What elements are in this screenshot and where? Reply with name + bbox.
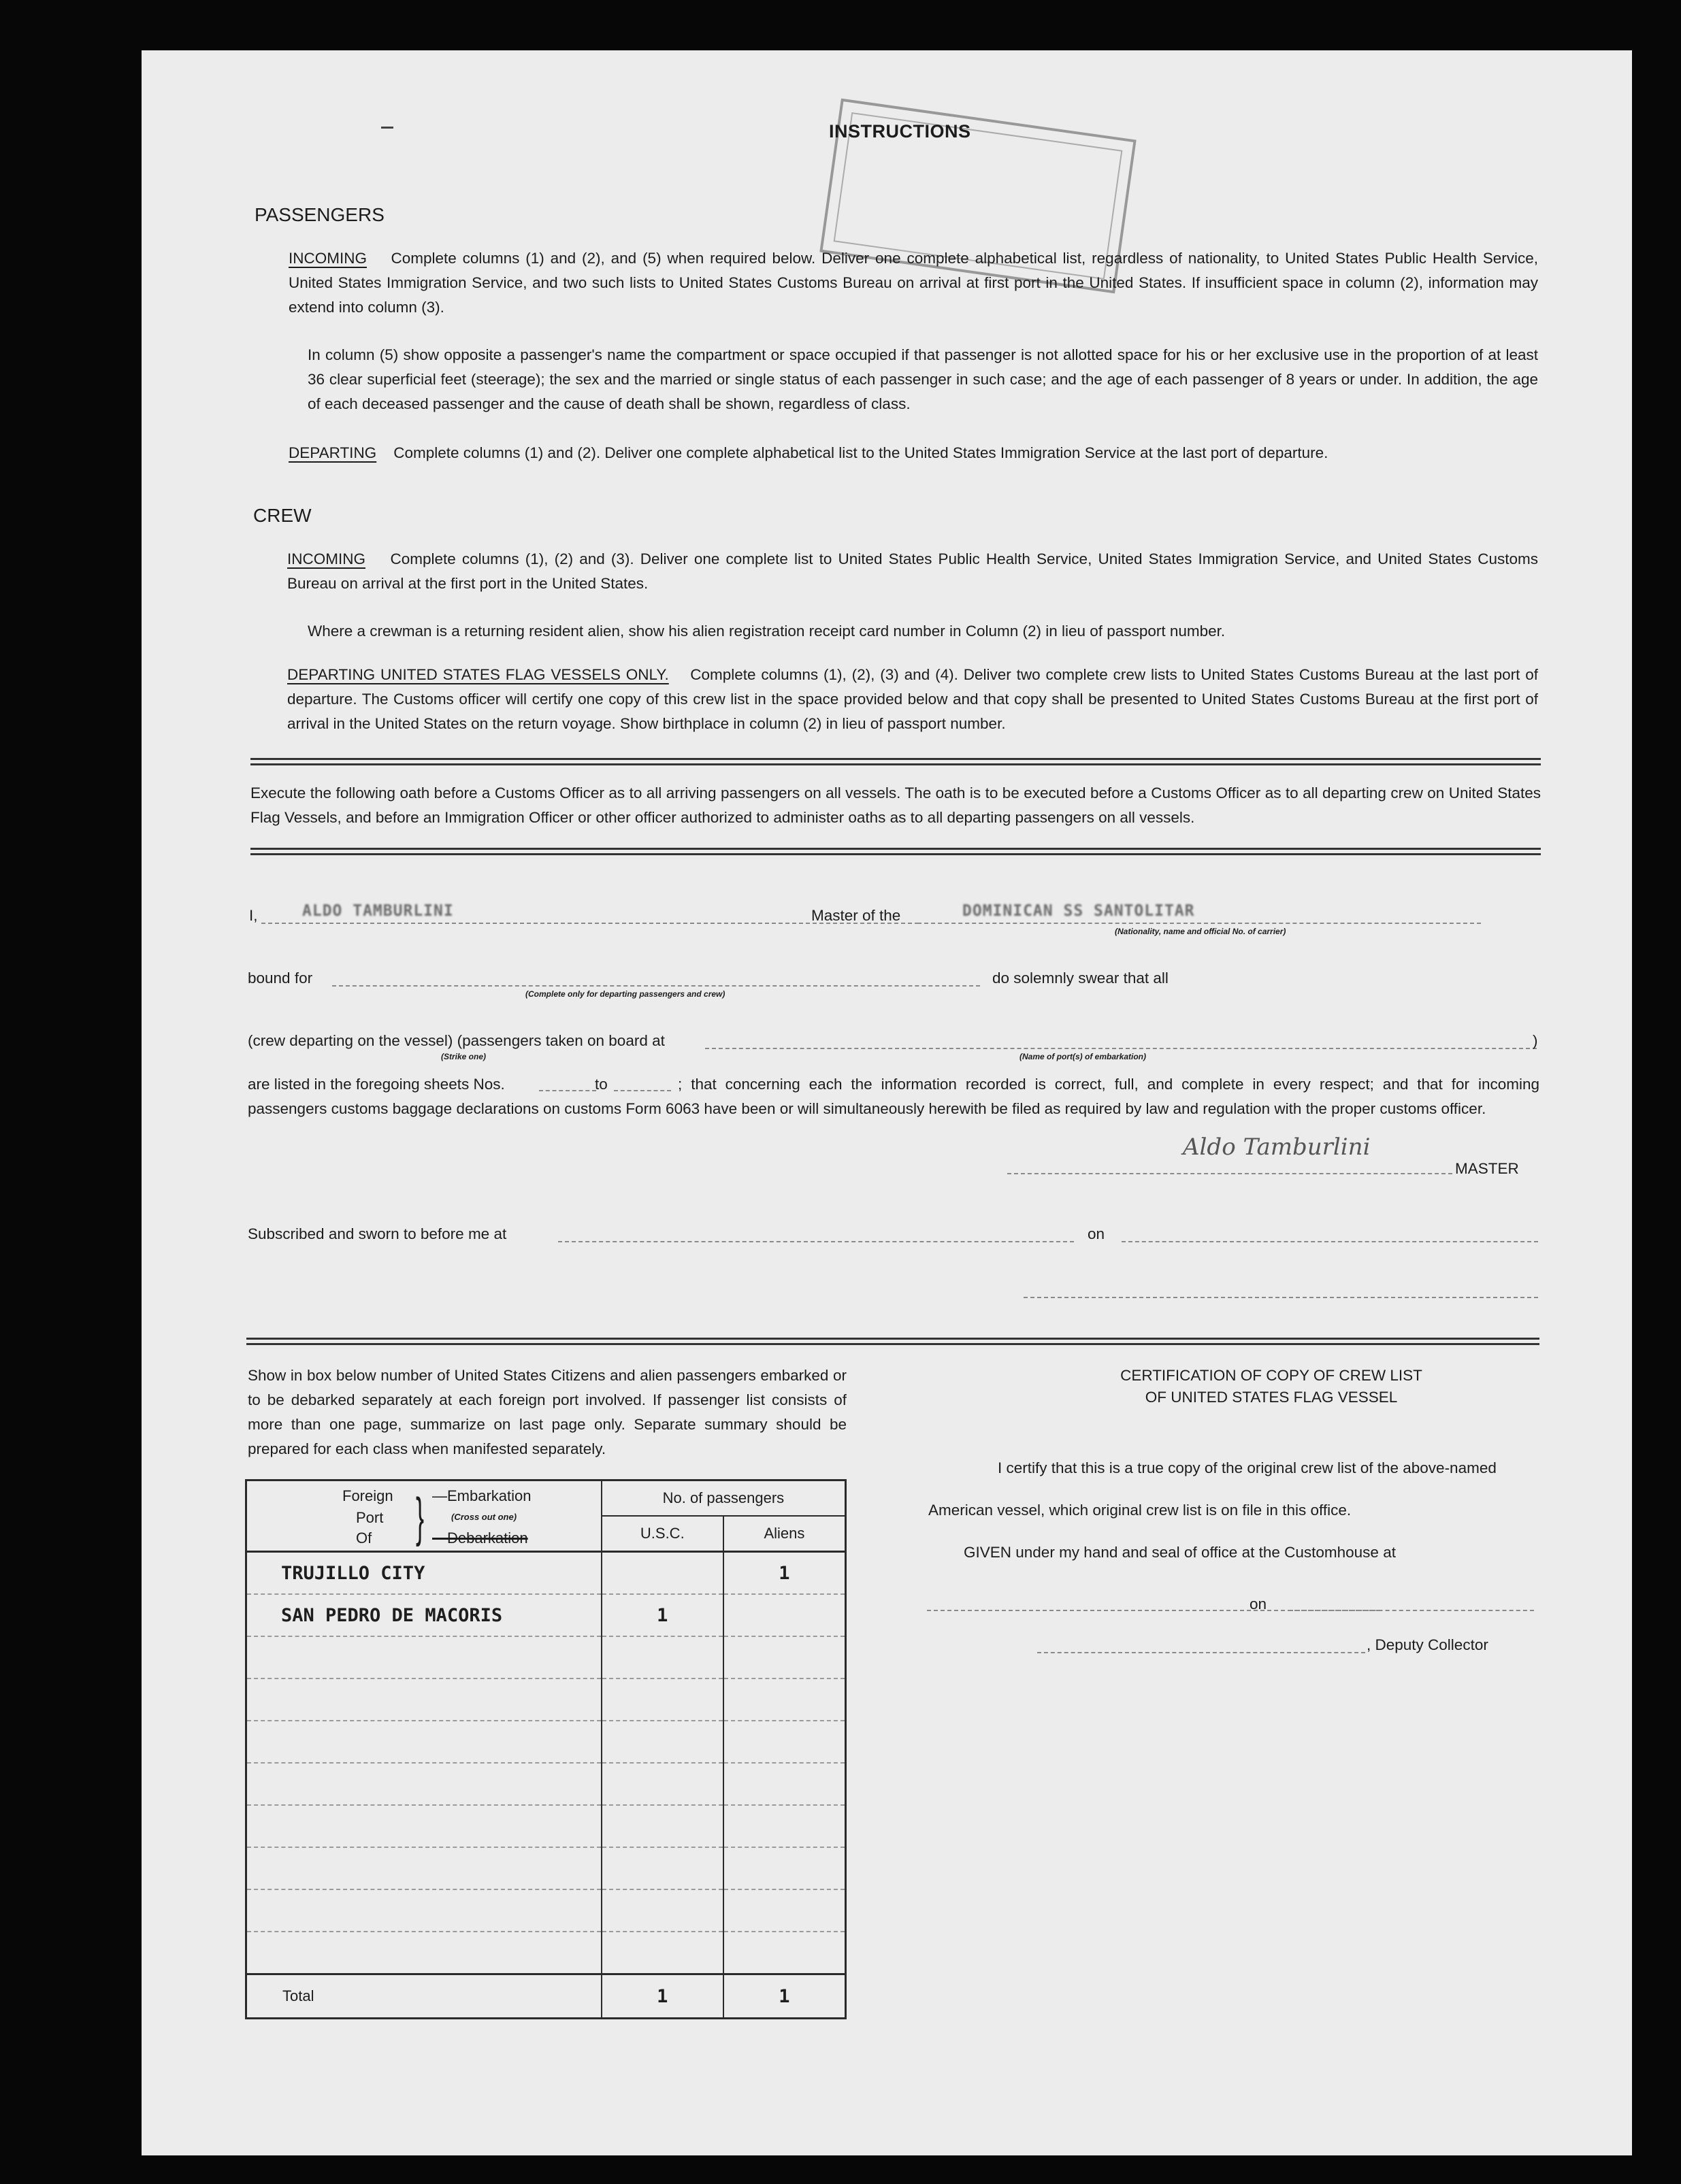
usc-cell: [602, 1847, 723, 1889]
departing-text: Complete columns (1) and (2). Deliver one complete alphabetical list to the United States Immigration Service at the last port of departure.: [393, 444, 1328, 461]
master-signature: Aldo Tamburlini: [1183, 1134, 1371, 1161]
usc-cell: [602, 1805, 723, 1847]
port-cell: SAN PEDRO DE MACORIS: [246, 1594, 602, 1636]
master-of-label: Master of the: [811, 907, 901, 924]
bound-for-line: [332, 985, 980, 987]
aliens-cell: 1: [723, 1552, 846, 1595]
usc-cell: [602, 1721, 723, 1763]
master-label: MASTER: [1455, 1160, 1519, 1177]
certify-line-2: American vessel, which original crew list is on file in this office.: [928, 1502, 1352, 1519]
table-row: [246, 1636, 846, 1678]
vessel-caption: (Nationality, name and official No. of carrier): [1115, 927, 1286, 936]
crew-departing-text: Complete columns (1), (2), (3) and (4). Deliver two complete crew lists to United States Customs Bureau at the last port of departure. The Customs officer will certify one copy of this crew list in the space provided below and that copy shall be presented to United States Customs Bureau at the first port of arrival in the United States on the return voyage. Show birthplace in column (2) in lieu of passport number.: [287, 666, 1538, 732]
departing-label: DEPARTING: [289, 444, 377, 461]
deputy-collector-label: , Deputy Collector: [1367, 1636, 1488, 1653]
total-aliens: 1: [723, 1974, 846, 2019]
to-label: to: [595, 1076, 608, 1093]
embarkation-label: —Embarkation: [432, 1487, 532, 1504]
crew-departing-choice: (crew departing on the vessel) (passengers taken on board at: [248, 1032, 665, 1049]
crew-departing-label: DEPARTING UNITED STATES FLAG VESSELS ONLY.: [287, 666, 669, 683]
subscribed-place-line: [558, 1241, 1074, 1242]
aliens-cell: [723, 1805, 846, 1847]
divider: [246, 1338, 1539, 1345]
aliens-cell: [723, 1763, 846, 1805]
crew-alien-paragraph: Where a crewman is a returning resident alien, show his alien registration receipt card number in Column (2) in lieu of passport number.: [308, 623, 1226, 640]
usc-cell: 1: [602, 1594, 723, 1636]
debarkation-label: —Debarkation: [432, 1529, 528, 1546]
bound-for-label: bound for: [248, 970, 313, 987]
table-row: [246, 1552, 846, 1595]
certification-title-1: CERTIFICATION OF COPY OF CREW LIST: [1120, 1367, 1422, 1384]
port-cell: [246, 1932, 602, 1974]
total-usc: 1: [602, 1974, 723, 2019]
table-row: [246, 1594, 846, 1636]
given-text: GIVEN under my hand and seal of office at the Customhouse at: [964, 1544, 1396, 1561]
vessel-line: [917, 923, 1481, 924]
strike-caption: (Strike one): [441, 1052, 487, 1061]
usc-cell: [602, 1889, 723, 1932]
table-row: [246, 1721, 846, 1763]
cert-on-label: on: [1250, 1595, 1267, 1612]
port-cell: [246, 1889, 602, 1932]
passengers-incoming-paragraph: [289, 246, 1538, 320]
passenger-summary-table: [245, 1479, 847, 2019]
usc-cell: [602, 1932, 723, 1974]
port-cell: TRUJILLO CITY: [246, 1552, 602, 1595]
close-paren: ): [1533, 1032, 1538, 1049]
crew-departing-paragraph: [287, 663, 1538, 736]
vessel-value: DOMINICAN SS SANTOLITAR: [962, 902, 1195, 920]
total-row: [246, 1974, 846, 2019]
oath-instructions: Execute the following oath before a Customs Officer as to all arriving passengers on all vessels. The oath is to be executed before a Customs Officer as to all departing crew on United States Flag Vessels, and before an Immigration Officer or other officer authorized to administer oaths as to all departing passengers on all vessels.: [250, 784, 1541, 826]
port-cell: [246, 1847, 602, 1889]
port-cell: [246, 1721, 602, 1763]
aliens-cell: [723, 1636, 846, 1678]
table-row: [246, 1805, 846, 1847]
page-title: INSTRUCTIONS: [829, 121, 971, 142]
summary-instructions: Show in box below number of United States Citizens and alien passengers embarked or to be debarked separately at each foreign port involved. If passenger list consists of more than one page, summarize on last page only. Separate summary should be prepared for each class when manifested separately.: [248, 1367, 847, 1457]
aliens-cell: [723, 1594, 846, 1636]
column5-paragraph: In column (5) show opposite a passenger's name the compartment or space occupied if that passenger is not allotted space for his or her exclusive use in the proportion of at least 36 clear superficial feet (steerage); the sex and the married or single status of each passenger in such case; and the age of each passenger of 8 years or under. In addition, the age of each deceased passenger and the cause of death shall be shown, regardless of class.: [308, 346, 1538, 412]
passengers-header: No. of passengers: [602, 1481, 845, 1517]
certify-line-1: I certify that this is a true copy of the original crew list of the above-named: [998, 1459, 1497, 1476]
aliens-cell: [723, 1847, 846, 1889]
on-label: on: [1088, 1225, 1105, 1242]
subscribed-date-line: [1122, 1241, 1538, 1242]
port-cell: [246, 1678, 602, 1721]
table-row: [246, 1678, 846, 1721]
master-name-value: ALDO TAMBURLINI: [302, 902, 454, 920]
aliens-cell: [723, 1889, 846, 1932]
usc-header: U.S.C.: [602, 1517, 724, 1551]
total-label: Total: [246, 1974, 602, 2019]
usc-cell: [602, 1678, 723, 1721]
officer-signature-line: [1024, 1297, 1538, 1298]
port-header-cell: [246, 1480, 602, 1552]
incoming-text: Complete columns (1) and (2), and (5) when required below. Deliver one complete alphabetical list, regardless of nationality, to United States Public Health Service, United States Immigration Service, and two such lists to United States Customs Bureau on arrival at first port in the United States. If insufficient space in column (2), information may extend into column (3).: [289, 250, 1538, 316]
of-label: Of: [356, 1529, 372, 1546]
usc-cell: [602, 1552, 723, 1595]
divider: [250, 758, 1541, 765]
passengers-departing-paragraph: [289, 441, 1538, 465]
document-page: [142, 50, 1632, 2155]
port-label: Port: [356, 1509, 384, 1526]
given-date-line: [1289, 1610, 1534, 1611]
oath-i-label: I,: [249, 907, 258, 924]
port-cell: [246, 1636, 602, 1678]
affirmation-text: ; that concerning each the information recorded is correct, full, and complete in every respect; and that for incoming passengers customs baggage declarations on customs Form 6063 have been or will simultaneously herewith be filed as required by law and regulation with the proper customs officer.: [248, 1076, 1539, 1117]
crew-incoming-paragraph: [287, 547, 1538, 596]
subscribed-label: Subscribed and sworn to before me at: [248, 1225, 507, 1242]
mark: [381, 127, 393, 129]
embarkation-line: [705, 1048, 1537, 1049]
swear-label: do solemnly swear that all: [992, 970, 1169, 987]
port-cell: [246, 1805, 602, 1847]
deputy-signature-line: [1037, 1652, 1365, 1653]
table-row: [246, 1763, 846, 1805]
passengers-heading: PASSENGERS: [255, 204, 385, 225]
table-row: [246, 1847, 846, 1889]
table-row: [246, 1889, 846, 1932]
crew-heading: CREW: [253, 505, 312, 526]
brace-icon: }: [416, 1486, 425, 1548]
aliens-cell: [723, 1678, 846, 1721]
certification-title-2: OF UNITED STATES FLAG VESSEL: [1145, 1389, 1398, 1406]
aliens-cell: [723, 1932, 846, 1974]
incoming-label: INCOMING: [289, 250, 367, 267]
aliens-cell: [723, 1721, 846, 1763]
passengers-header-cell: [602, 1480, 846, 1552]
port-caption: (Name of port(s) of embarkation): [1019, 1052, 1147, 1061]
divider: [250, 848, 1541, 855]
table-row: [246, 1932, 846, 1974]
signature-line: [1007, 1173, 1452, 1174]
port-cell: [246, 1763, 602, 1805]
cross-out-caption: (Cross out one): [451, 1512, 517, 1522]
foreign-label: Foreign: [342, 1487, 393, 1504]
crew-incoming-label: INCOMING: [287, 550, 365, 567]
crew-incoming-text: Complete columns (1), (2) and (3). Deliver one complete list to United States Public Health Service, United States Immigration Service, and United States Customs Bureau on arrival at the first port in the United States.: [287, 550, 1539, 592]
bound-for-caption: (Complete only for departing passengers and crew): [525, 989, 725, 999]
sheets-label: are listed in the foregoing sheets Nos.: [248, 1076, 505, 1093]
usc-cell: [602, 1763, 723, 1805]
usc-cell: [602, 1636, 723, 1678]
aliens-header: Aliens: [764, 1525, 805, 1542]
